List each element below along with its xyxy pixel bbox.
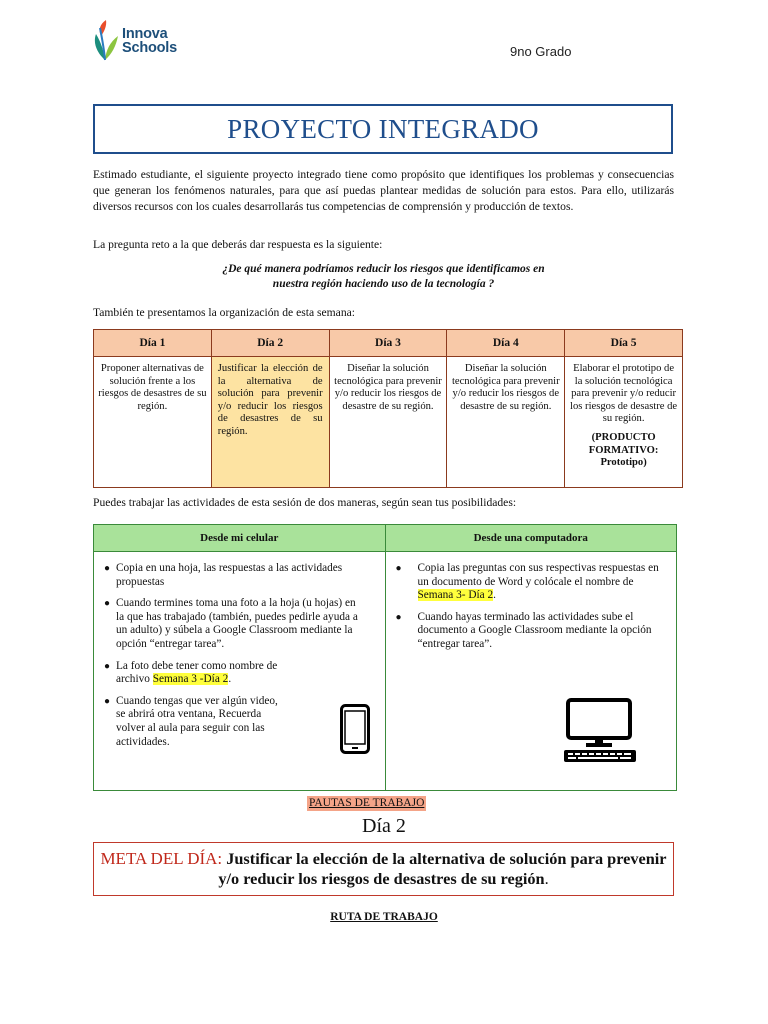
day-title: Día 2 (362, 815, 406, 837)
work-modes-row (94, 552, 677, 791)
computer-filename-highlight: Semana 3- Día 2 (417, 589, 494, 602)
work-modes-table (93, 524, 677, 791)
logo-text-innova: Innova (122, 26, 168, 42)
schedule-header-day4: Día 4 (447, 330, 565, 357)
grade-label: 9no Grado (510, 44, 572, 59)
computer-step-2: ● Cuando hayas terminado las actividades sube el documento a Google Classroom mediante la opción “entregar tarea”. (396, 611, 669, 652)
mobile-step-3 (104, 660, 377, 687)
schedule-header-day1: Día 1 (94, 330, 212, 357)
schedule-header-day5: Día 5 (565, 330, 683, 357)
mobile-header: Desde mi celular (94, 525, 386, 552)
logo-leaf-icon (92, 18, 122, 64)
computer-step-1 (396, 562, 669, 603)
page-title: PROYECTO INTEGRADO (227, 113, 539, 144)
mobile-instructions-cell (94, 552, 386, 791)
intro-paragraph: Estimado estudiante, el siguiente proyecto integrado tiene como propósito que identifiques los problemas y consecuencias que generan los fenómenos naturales, para que así puedas plantear medidas de solución para estos. Para ello, utilizarás diversos recursos con los cuales desarrollarás tus competencias de comprensión y producción de textos. (93, 168, 674, 214)
work-guidelines-heading: PAUTAS DE TRABAJO (309, 797, 425, 809)
logo-text-schools: Schools (122, 40, 177, 56)
smartphone-icon (340, 704, 370, 754)
challenge-question (93, 262, 674, 291)
computer-header: Desde una computadora (385, 525, 677, 552)
title-box (93, 104, 673, 154)
mobile-step-3-end: . (228, 673, 232, 686)
work-route-heading: RUTA DE TRABAJO (330, 911, 438, 923)
challenge-question-line2: nuestra región haciendo uso de la tecnología ? (272, 277, 495, 290)
computer-step-1-end: . (493, 589, 496, 602)
schedule-cell-day2: Justificar la elección de la alternativa de solución para prevenir y/o reducir los riesgos de desastres de su región. (211, 357, 329, 488)
challenge-intro: La pregunta reto a la que deberás dar respuesta es la siguiente: (93, 238, 383, 251)
goal-label: META DEL DÍA: (100, 849, 223, 868)
schedule-cell-day5 (565, 357, 683, 488)
mobile-filename-highlight: Semana 3 -Día 2 (152, 673, 229, 686)
schedule-header-row (94, 330, 683, 357)
goal-end: . (544, 869, 549, 888)
schedule-row (94, 357, 683, 488)
schedule-header-day3: Día 3 (329, 330, 447, 357)
schedule-cell-day5-text: Elaborar el prototipo de la solución tecnológica para prevenir y/o reducir los riesgos de desastre de su región. (570, 363, 678, 425)
mobile-step-1: ● Copia en una hoja, las respuestas a las actividades propuestas (104, 562, 377, 589)
work-modes-header-row (94, 525, 677, 552)
challenge-question-line1: ¿De qué manera podríamos reducir los riesgos que identificamos en (222, 263, 545, 275)
mobile-step-4: ● Cuando tengas que ver algún video, se abrirá otra ventana, Recuerda volver al aula para seguir con las actividades. (104, 695, 377, 749)
product-note: (PRODUCTO FORMATIVO: Prototipo) (588, 431, 659, 469)
mobile-step-2: ● Cuando termines toma una foto a la hoja (u hojas) en la que has trabajado (también, puedes pedirle ayuda a un adulto) y súbela a Google Classroom mediante la opción “entregar tarea”. (104, 597, 377, 651)
schedule-header-day2: Día 2 (211, 330, 329, 357)
organization-intro: También te presentamos la organización de esta semana: (93, 306, 355, 319)
schedule-cell-day3: Diseñar la solución tecnológica para prevenir y/o reducir los riesgos de desastre de su región. (329, 357, 447, 488)
ways-intro: Puedes trabajar las actividades de esta sesión de dos maneras, según sean tus posibilidades: (93, 496, 517, 509)
schedule-cell-day4: Diseñar la solución tecnológica para prevenir y/o reducir los riesgos de desastre de su región. (447, 357, 565, 488)
computer-instructions-cell (385, 552, 677, 791)
goal-text: Justificar la elección de la alternativa de solución para prevenir y/o reducir los riesgos de desastres de su región (218, 849, 667, 888)
schedule-cell-day1: Proponer alternativas de solución frente a los riesgos de desastres de su región. (94, 357, 212, 488)
innova-schools-logo (92, 18, 212, 66)
goal-of-day-box (93, 842, 674, 896)
mobile-step-3-text: La foto debe tener como nombre de archivo (116, 659, 278, 686)
computer-step-1-text: Copia las preguntas con sus respectivas respuestas en un documento de Word y colócale el nombre de (417, 562, 659, 588)
weekly-schedule-table (93, 329, 683, 488)
desktop-computer-icon (562, 698, 638, 764)
